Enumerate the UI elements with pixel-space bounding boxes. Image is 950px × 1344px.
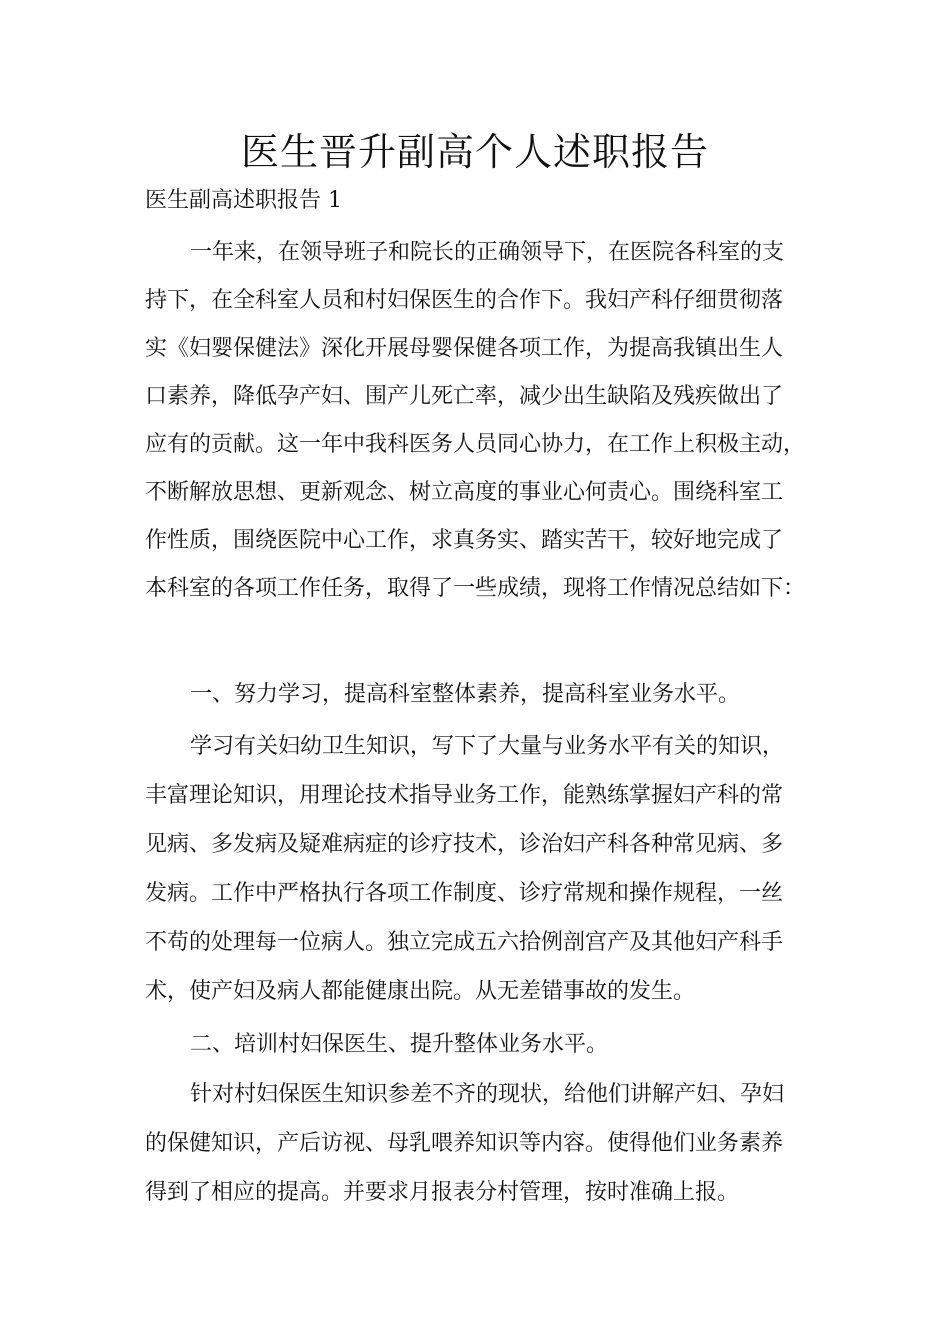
section-heading: 一、努力学习，提高科室整体素养，提高科室业务水平。 <box>190 682 741 707</box>
section-heading: 二、培训村妇保医生、提升整体业务水平。 <box>190 1032 609 1057</box>
document-title: 医生晋升副高个人述职报告 <box>240 130 709 174</box>
text-line: 针对村妇保医生知识参差不齐的现状，给他们讲解产妇、孕妇 <box>190 1082 785 1107</box>
text-line: 术，使产妇及病人都能健康出院。从无差错事故的发生。 <box>145 979 696 1004</box>
text-line: 持下，在全科室人员和村妇保医生的合作下。我妇产科仔细贯彻落 <box>145 288 784 313</box>
text-line: 口素养，降低孕产妇、围产儿死亡率，减少出生缺陷及残疾做出了 <box>145 384 784 409</box>
text-line: 实《妇婴保健法》深化开展母婴保健各项工作，为提高我镇出生人 <box>145 336 784 361</box>
text-line: 的保健知识，产后访视、母乳喂养知识等内容。使得他们业务素养 <box>145 1131 784 1156</box>
text-line: 应有的贡献。这一年中我科医务人员同心协力，在工作上积极主动， <box>145 432 806 457</box>
text-line: 一年来，在领导班子和院长的正确领导下，在医院各科室的支 <box>190 240 785 265</box>
text-line: 丰富理论知识，用理论技术指导业务工作，能熟练掌握妇产科的常 <box>145 783 784 808</box>
text-line: 不断解放思想、更新观念、树立高度的事业心何责心。围绕科室工 <box>145 480 784 505</box>
text-line: 得到了相应的提高。并要求月报表分村管理，按时准确上报。 <box>145 1180 740 1205</box>
text-line: 发病。工作中严格执行各项工作制度、诊疗常规和操作规程，一丝 <box>145 881 784 906</box>
text-line: 作性质，围绕医院中心工作，求真务实、踏实苦干，较好地完成了 <box>145 528 784 553</box>
text-line: 不苟的处理每一位病人。独立完成五六拾例剖宫产及其他妇产科手 <box>145 930 784 955</box>
text-line: 本科室的各项工作任务，取得了一些成绩，现将工作情况总结如下： <box>145 576 806 601</box>
text-line: 学习有关妇幼卫生知识，写下了大量与业务水平有关的知识， <box>190 734 785 759</box>
document-subtitle: 医生副高述职报告 1 <box>145 188 342 213</box>
text-line: 见病、多发病及疑难病症的诊疗技术，诊治妇产科各种常见病、多 <box>145 832 784 857</box>
